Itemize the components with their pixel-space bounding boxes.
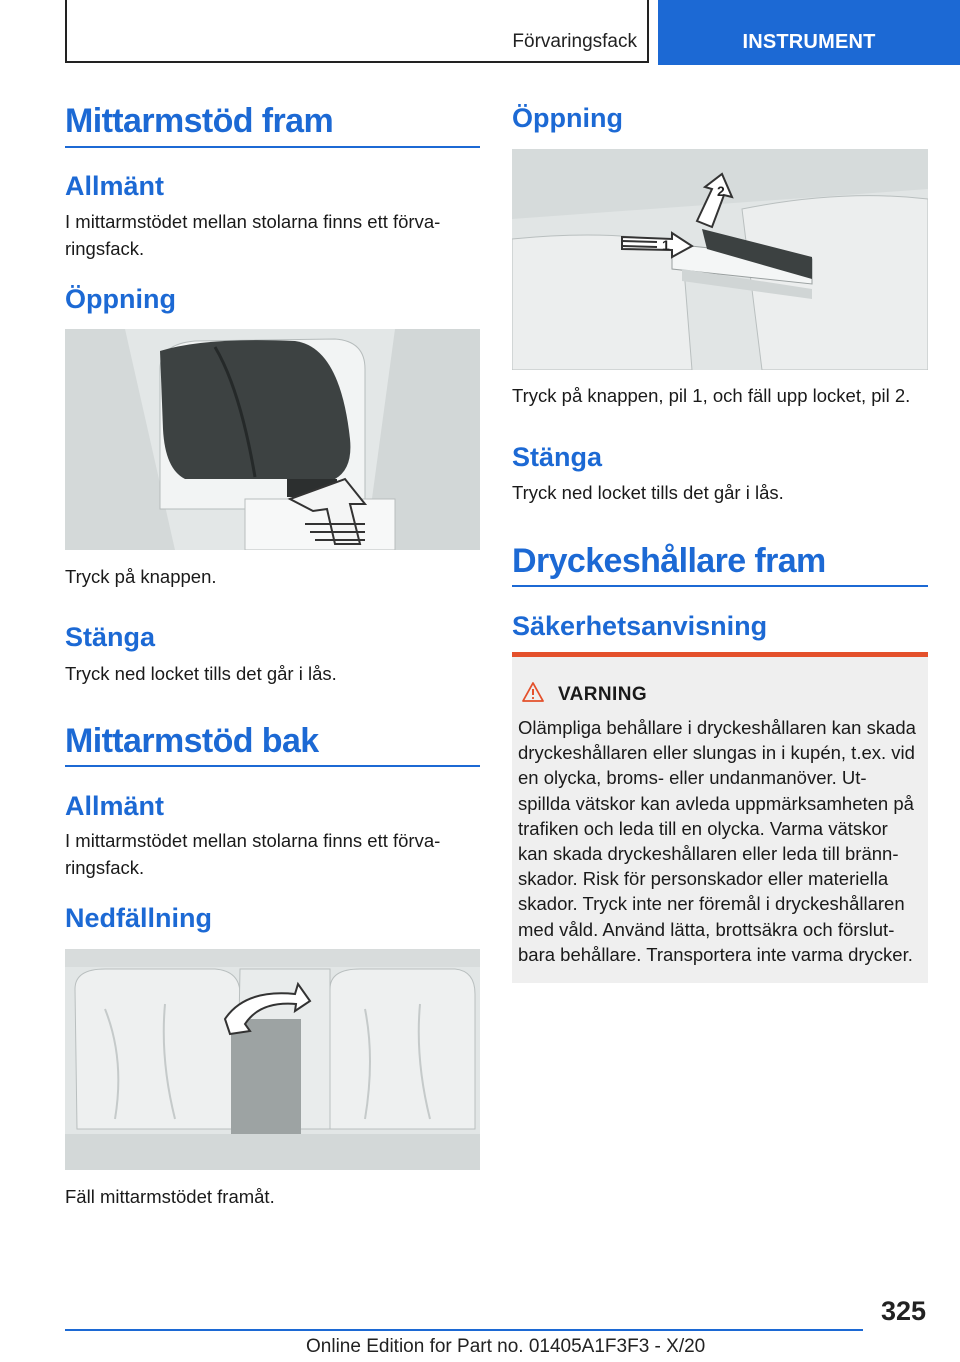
header-section-title: Förvaringsfack xyxy=(512,31,637,52)
subheading-closing-rear: Stänga xyxy=(512,442,603,472)
warning-line: dryckeshållaren eller slungas in i kupén, t.ex. vid xyxy=(518,742,915,764)
warning-text xyxy=(518,715,928,967)
heading-front-armrest: Mittarmstöd fram xyxy=(65,102,334,140)
caption-fold-forward: Fäll mittarmstödet framåt. xyxy=(65,1186,275,1207)
warning-line: en olycka, broms- eller undanmanöver. Ut‐ xyxy=(518,767,867,789)
paragraph-line: I mittarmstödet mellan stolarna finns ett förva‐ xyxy=(65,830,441,851)
subheading-general: Allmänt xyxy=(65,171,165,201)
paragraph-closing-rear: Tryck ned locket tills det går i lås. xyxy=(512,482,784,503)
subheading-opening: Öppning xyxy=(65,284,176,314)
subheading-opening-rear: Öppning xyxy=(512,103,623,133)
subheading-general: Allmänt xyxy=(65,791,165,821)
paragraph-general xyxy=(65,827,440,881)
figure-rear-armrest-fold xyxy=(65,949,480,1170)
footer-rule xyxy=(65,1329,863,1331)
warning-line: bara behållare. Transportera inte varma drycker. xyxy=(518,943,913,965)
paragraph-line: ringsfack. xyxy=(65,238,145,259)
paragraph-line: ringsfack. xyxy=(65,857,145,878)
warning-box xyxy=(512,652,928,983)
warning-line: med våld. Använd lätta, brottsäkra och förslut‐ xyxy=(518,918,895,940)
warning-triangle-icon xyxy=(522,682,544,707)
subheading-closing: Stänga xyxy=(65,622,156,652)
caption-press-and-lift: Tryck på knappen, pil 1, och fäll upp locket, pil 2. xyxy=(512,385,911,406)
caption-press-button: Tryck på knappen. xyxy=(65,566,217,587)
warning-line: skador. Tryck inte ner föremål i dryckeshållaren xyxy=(518,893,905,915)
heading-rule xyxy=(65,765,480,767)
paragraph-line: I mittarmstödet mellan stolarna finns ett förva‐ xyxy=(65,211,441,232)
figure-rear-armrest-open xyxy=(512,149,928,370)
subheading-safety: Säkerhetsanvisning xyxy=(512,611,768,641)
warning-line: skador. Risk för personskador eller materiella xyxy=(518,868,889,890)
subheading-folding: Nedfällning xyxy=(65,903,212,933)
paragraph-closing: Tryck ned locket tills det går i lås. xyxy=(65,663,337,684)
warning-title: VARNING xyxy=(558,684,648,705)
footer-edition: Online Edition for Part no. 01405A1F3F3 - X/20 xyxy=(306,1336,706,1357)
heading-rule xyxy=(65,146,480,148)
warning-line: Olämpliga behållare i dryckeshållaren kan skada xyxy=(518,717,916,738)
arrow-label-2: 2 xyxy=(717,183,725,199)
header-chapter-tab[interactable]: INSTRUMENT xyxy=(658,0,960,65)
page-number: 325 xyxy=(880,1296,926,1326)
heading-cupholder-front: Dryckeshållare fram xyxy=(512,542,826,580)
arrow-label-1: 1 xyxy=(662,237,670,253)
heading-rule xyxy=(512,585,928,587)
heading-rear-armrest: Mittarmstöd bak xyxy=(65,722,319,760)
paragraph-general xyxy=(65,208,440,262)
warning-line: kan skada dryckeshållaren eller leda till bränn‐ xyxy=(518,843,899,865)
warning-line: trafiken och leda till en olycka. Varma vätskor xyxy=(518,817,888,839)
figure-front-armrest-button xyxy=(65,329,480,550)
warning-line: spillda vätskor kan avleda uppmärksamheten på xyxy=(518,792,914,814)
